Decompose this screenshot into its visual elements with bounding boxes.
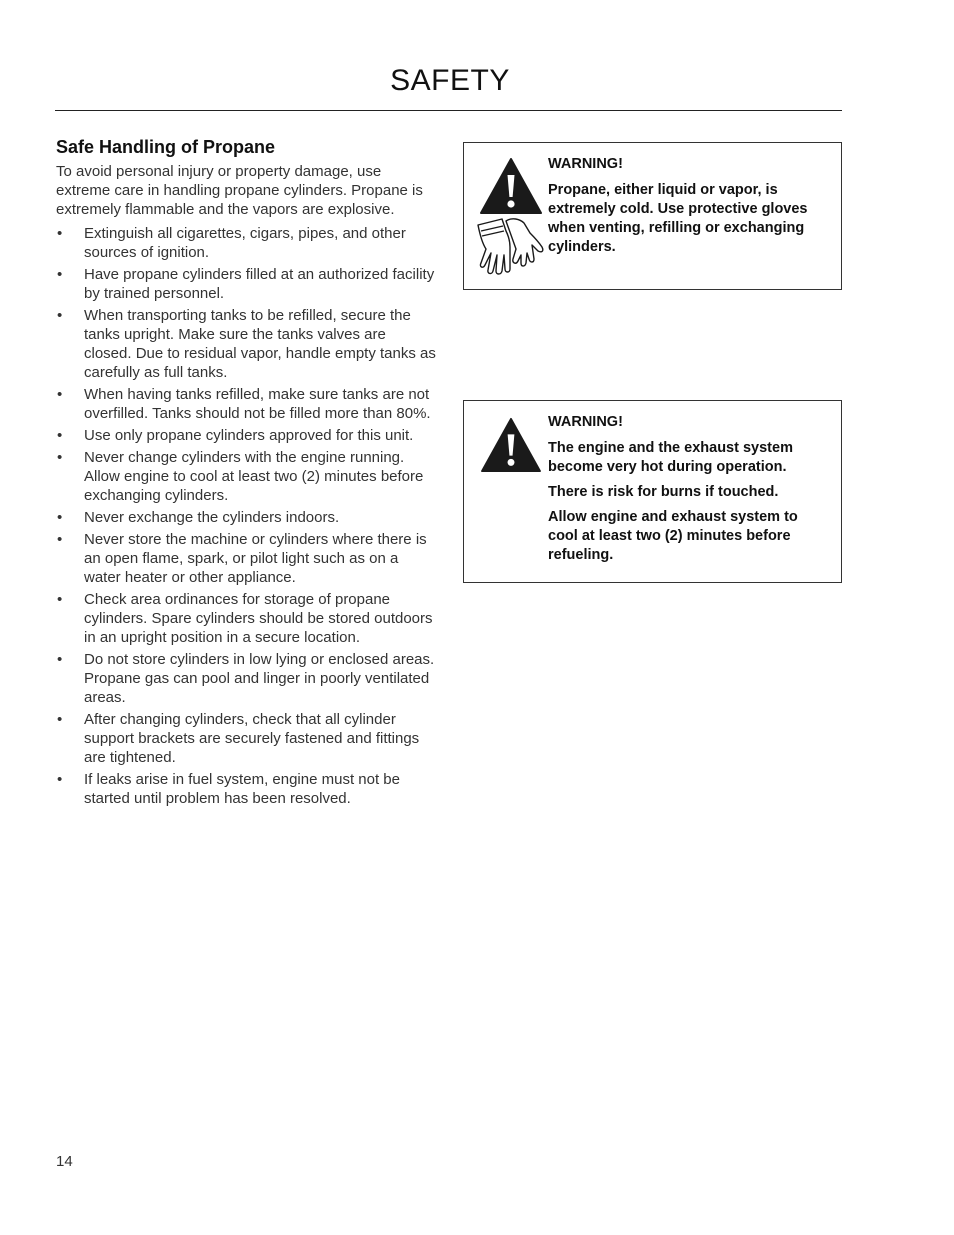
page-title: SAFETY	[390, 64, 510, 97]
warning-label: WARNING!	[548, 414, 623, 430]
section-intro: To avoid personal injury or property damage, use extreme care in handling propane cylinders. Propane is extremely flammable and the vapors are explosive.	[56, 163, 423, 218]
propane-section	[56, 137, 436, 811]
list-item-text: When having tanks refilled, make sure tanks are not overfilled. Tanks should not be filled more than 80%.	[84, 386, 431, 422]
bullet-mark: •	[57, 531, 63, 548]
bullet-mark: •	[57, 711, 63, 728]
list-item-text: Never change cylinders with the engine running. Allow engine to cool at least two (2) minutes before exchanging cylinders.	[84, 449, 424, 504]
bullet-mark: •	[57, 386, 63, 403]
list-item	[56, 224, 436, 262]
list-item	[56, 508, 436, 527]
warning-paragraph: Propane, either liquid or vapor, is extremely cold. Use protective gloves when venting, refilling or exchanging cylinders.	[548, 182, 808, 255]
warning-paragraph: The engine and the exhaust system become very hot during operation.	[548, 440, 793, 475]
warning-triangle-icon	[479, 157, 543, 215]
list-item-text: Never store the machine or cylinders where there is an open flame, spark, or pilot light such as on a water heater or other appliance.	[84, 531, 427, 586]
bullet-mark: •	[57, 771, 63, 788]
list-item-text: Do not store cylinders in low lying or enclosed areas. Propane gas can pool and linger in poorly ventilated areas.	[84, 651, 435, 706]
warning-label: WARNING!	[548, 156, 623, 172]
header-divider	[55, 110, 842, 111]
warning-box-exhaust	[463, 400, 842, 583]
list-item	[56, 590, 436, 647]
list-item-text: When transporting tanks to be refilled, secure the tanks upright. Make sure the tanks valves are closed. Due to residual vapor, handle empty tanks as carefully as full tanks.	[84, 307, 436, 381]
page-number: 14	[56, 1153, 73, 1170]
bullet-mark: •	[57, 307, 63, 324]
bullet-mark: •	[57, 449, 63, 466]
list-item	[56, 530, 436, 587]
list-item-text: Have propane cylinders filled at an authorized facility by trained personnel.	[84, 266, 435, 302]
list-item	[56, 448, 436, 505]
warning-triangle-icon	[479, 417, 543, 473]
warning-paragraph: Allow engine and exhaust system to cool at least two (2) minutes before refueling.	[548, 509, 798, 563]
warning-box-propane	[463, 142, 842, 290]
list-item	[56, 265, 436, 303]
bullet-mark: •	[57, 266, 63, 283]
warning-paragraph: There is risk for burns if touched.	[548, 484, 779, 500]
list-item-text: After changing cylinders, check that all cylinder support brackets are securely fastened and fittings are tightened.	[84, 711, 420, 766]
bullet-mark: •	[57, 651, 63, 668]
list-item-text: If leaks arise in fuel system, engine must not be started until problem has been resolved.	[84, 771, 400, 807]
list-item	[56, 770, 436, 808]
list-item	[56, 385, 436, 423]
list-item-text: Extinguish all cigarettes, cigars, pipes, and other sources of ignition.	[84, 225, 406, 261]
section-heading: Safe Handling of Propane	[56, 137, 276, 157]
bullet-mark: •	[57, 427, 63, 444]
bullet-mark: •	[57, 225, 63, 242]
gloves-icon	[472, 213, 548, 279]
bullet-list	[56, 224, 436, 808]
warning-text	[548, 413, 828, 571]
list-item-text: Use only propane cylinders approved for this unit.	[84, 427, 414, 444]
list-item	[56, 426, 436, 445]
bullet-mark: •	[57, 509, 63, 526]
warning-text	[548, 155, 828, 263]
bullet-mark: •	[57, 591, 63, 608]
list-item-text: Never exchange the cylinders indoors.	[84, 509, 340, 526]
list-item	[56, 650, 436, 707]
list-item-text: Check area ordinances for storage of propane cylinders. Spare cylinders should be stored outdoors in an upright position in a secure location.	[84, 591, 433, 646]
list-item	[56, 710, 436, 767]
list-item	[56, 306, 436, 382]
